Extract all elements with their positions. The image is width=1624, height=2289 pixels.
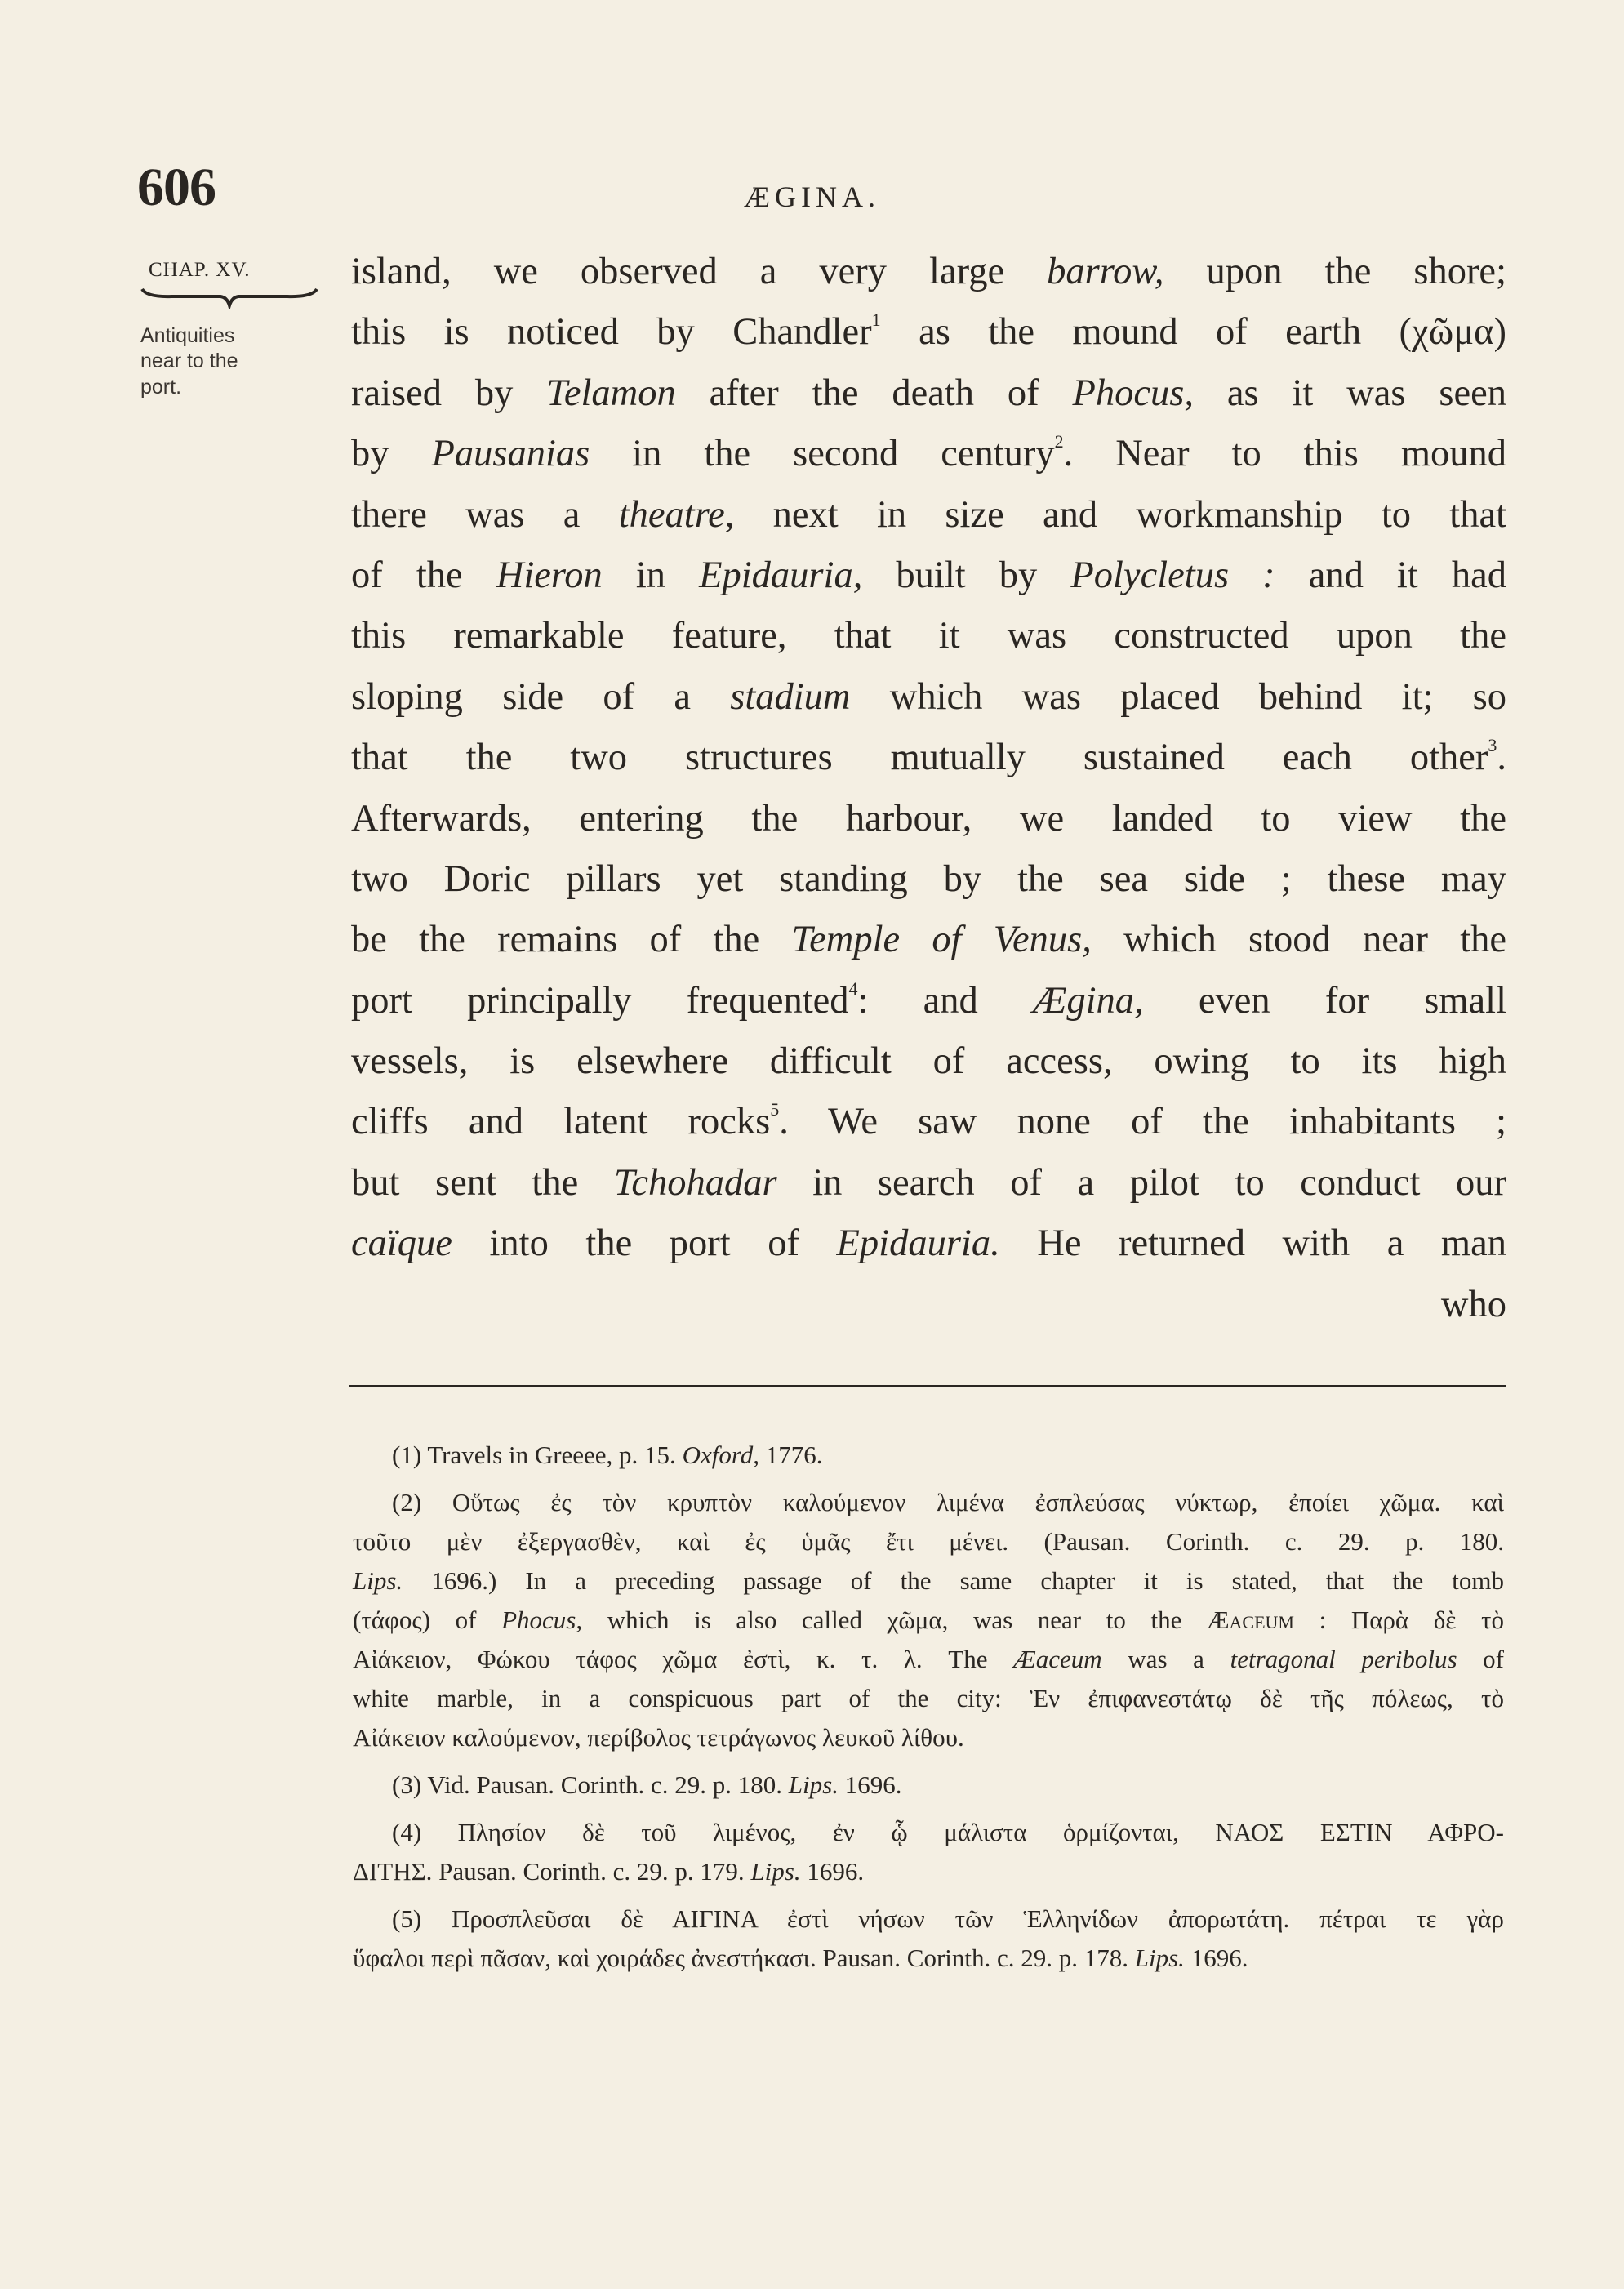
footnote-rule xyxy=(349,1385,1506,1387)
chapter-brace-ornament xyxy=(139,286,320,309)
footnotes xyxy=(353,1436,1504,1986)
body-line: port principally frequented$^4$: and Ægina, even for small xyxy=(351,978,1506,1022)
body-line: be the remains of the Temple of Venus, which stood near the xyxy=(351,919,1506,961)
body-line: Afterwards, entering the harbour, we landed to view the xyxy=(351,797,1506,839)
margin-note-line: port. xyxy=(140,375,182,399)
body-line: caïque into the port of Epidauria. He returned with a man xyxy=(351,1222,1506,1265)
margin-note-line: Antiquities xyxy=(140,324,235,347)
body-line: this remarkable feature, that it was constructed upon the xyxy=(351,615,1506,657)
body-line: vessels, is elsewhere difficult of access, owing to its high xyxy=(351,1040,1506,1083)
body-line: of the Hieron in Epidauria, built by Polycletus : and it had xyxy=(351,554,1506,596)
body-line: two Doric pillars yet standing by the sea side ; these may xyxy=(351,857,1506,900)
body-line: by Pausanias in the second century$^2$. Near to this mound xyxy=(351,431,1506,475)
footnote-4: (4) Πλησίον δὲ τοῦ λιμένος, ἐν ᾧ μάλιστα ὁρμίζονται, ΝΑΟΣ ΕΣΤΙΝ ΑΦΡΟ- ΔΙΤΗΣ. Pausan. Corinth. c. 29. p. 179. Lips. 1696. xyxy=(353,1818,1504,1886)
page-number: 606 xyxy=(137,158,216,217)
footnote-ref: 4 xyxy=(848,978,858,999)
footnote-2: (2) Οὕτως ἐς τὸν κρυπτὸν καλούμενον λιμένα ἐσπλεύσας νύκτωρ, ἐποίει χῶμα. καὶ τοῦτο μὲν ἐξεργασθὲν, καὶ ἐς ὑμᾶς ἔτι μένει. (Pausan. Corinth. c. 29. p. 180. Lips. 1696.) In a preceding passage of the same chapter it is stated, that the tomb (τάφος) of Phocus, which is also called χῶμα, was near to the Æaceum : Παρὰ δὲ τὸ Αἰάκειον, Φώκου τάφος χῶμα ἐστὶ, κ. τ. λ. The Æaceum was a tetragonal peribolus of white marble, in a conspicuous part of the city: Ἐν ἐπιφανεστάτῳ δὲ τῆς πόλεως, τὸ Αἰάκειον καλούμενον, περίβολος τετράγωνος λευκοῦ λίθου. xyxy=(353,1488,1505,1752)
footnote-1: (1) Travels in Greeee, p. 15. Oxford, 1776. xyxy=(392,1441,823,1469)
body-line: that the two structures mutually sustained each other$^3$. xyxy=(351,735,1506,779)
body-line: there was a theatre, next in size and workmanship to that xyxy=(351,493,1507,536)
footnote-ref: 2 xyxy=(1054,431,1064,452)
body-text xyxy=(351,242,1506,1335)
chapter-label: CHAP. XV. xyxy=(149,259,251,281)
running-title: ÆGINA. xyxy=(744,180,880,213)
body-line: sloping side of a stadium which was placed behind it; so xyxy=(351,675,1507,718)
margin-note-line: near to the xyxy=(140,350,238,373)
body-line: raised by Telamon after the death of Phocus, as it was seen xyxy=(351,372,1506,414)
body-line: but sent the Tchohadar in search of a pilot to conduct our xyxy=(351,1161,1506,1204)
body-line: island, we observed a very large barrow, upon the shore; xyxy=(351,251,1506,292)
footnote-ref: 5 xyxy=(770,1099,780,1120)
footnote-3: (3) Vid. Pausan. Corinth. c. 29. p. 180. Lips. 1696. xyxy=(392,1770,902,1799)
margin-note xyxy=(140,323,287,400)
footnote-ref: 1 xyxy=(871,310,881,331)
body-line: cliffs and latent rocks$^5$. We saw none of the inhabitants ; xyxy=(351,1099,1506,1143)
body-line: this is noticed by Chandler$^1$ as the mound of earth (χῶμα) xyxy=(351,310,1506,354)
footnote-ref: 3 xyxy=(1488,735,1497,756)
catchword: who xyxy=(1440,1283,1506,1325)
footnote-5: (5) Προσπλεῦσαι δὲ ΑΙΓΙΝΑ ἐστὶ νήσων τῶν Ἑλληνίδων ἀπορωτάτη. πέτραι τε γὰρ ὕφαλοι περὶ πᾶσαν, καὶ χοιράδες ἀνεστήκασι. Pausan. Corinth. c. 29. p. 178. Lips. 1696. xyxy=(353,1904,1504,1972)
